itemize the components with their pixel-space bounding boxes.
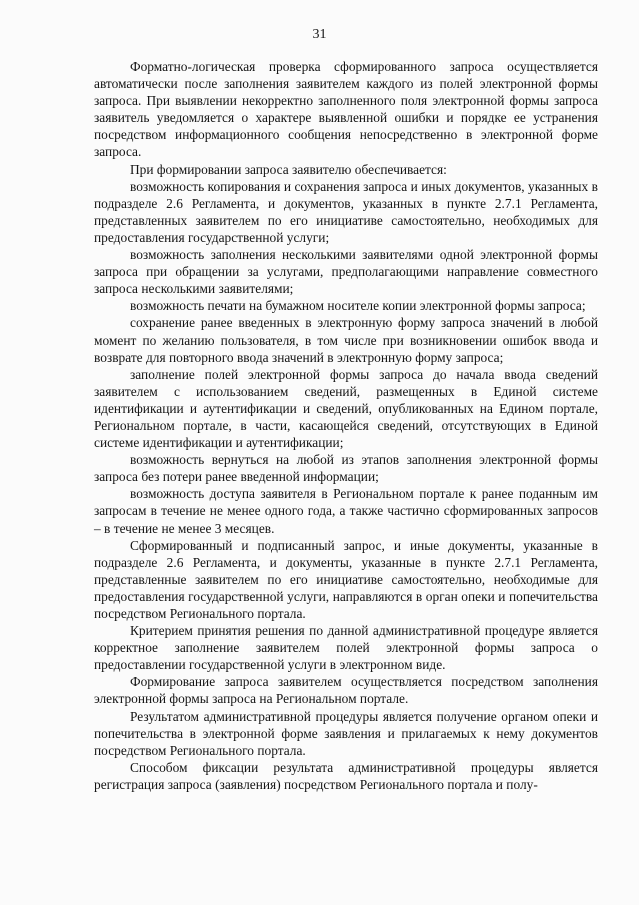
paragraph: заполнение полей электронной формы запроса до начала ввода сведений заявителем с использованием сведений, размещенных в Единой системе идентификации и аутентификации и сведений, опубликованных на Едином портале, Региональном портале, в части, касающейся сведений, отсутствующих в Единой системе идентификации и аутентификации; — [94, 366, 598, 451]
paragraph: Сформированный и подписанный запрос, и иные документы, указанные в подразделе 2.6 Регламента, и документы, указанные в пункте 2.7.1 Регламента, представленные заявителем по его инициативе самостоятельно, необходимые для предоставления государственной услуги, направляются в орган опеки и попечительства посредством Регионального портала. — [94, 537, 598, 621]
paragraph: возможность вернуться на любой из этапов заполнения электронной формы запроса без потери ранее введенной информации; — [94, 452, 598, 485]
paragraph: сохранение ранее введенных в электронную форму запроса значений в любой момент по желанию пользователя, в том числе при возникновении ошибок ввода и возврате для повторного ввода значений в электронную форму запроса; — [94, 315, 598, 365]
paragraph: возможность копирования и сохранения запроса и иных документов, указанных в подразделе 2.6 Регламента, и документов, указанных в пункте 2.7.1 Регламента, представленных заявителем по его инициативе самостоятельно, необходимых для предоставления государственной услуги; — [94, 178, 598, 245]
paragraph: возможность заполнения несколькими заявителями одной электронной формы запроса при обращении за услугами, предполагающими направление совместного запроса несколькими заявителями; — [94, 247, 598, 297]
page-number: 31 — [312, 27, 327, 42]
paragraph: Критерием принятия решения по данной административной процедуре является корректное заполнение заявителем полей электронной формы запроса о предоставлении государственной услуги в электронном виде. — [94, 623, 598, 673]
paragraph: Способом фиксации результата административной процедуры является регистрация запроса (заявления) посредством Регионального портала и полу- — [94, 759, 598, 792]
paragraph: Формирование запроса заявителем осуществляется посредством заполнения электронной формы запроса на Региональном портале. — [94, 674, 598, 707]
body-text — [94, 58, 598, 793]
paragraph: возможность печати на бумажном носителе копии электронной формы запроса; — [130, 298, 586, 314]
paragraph: Результатом административной процедуры является получение органом опеки и попечительства в электронной форме заявления и прилагаемых к нему документов посредством Регионального портала. — [94, 708, 598, 758]
paragraph: возможность доступа заявителя в Региональном портале к ранее поданным им запросам в течение не менее одного года, а также частично сформированных запросов – в течение не менее 3 месяцев. — [94, 486, 598, 536]
paragraph: Форматно-логическая проверка сформированного запроса осуществляется автоматически после заполнения заявителем каждого из полей электронной формы запроса. При выявлении некорректно заполненного поля электронной формы запроса заявитель уведомляется о характере выявленной ошибки и порядке ее устранения посредством информационного сообщения непосредственно в электронной форме запроса. — [94, 59, 598, 160]
paragraph: При формировании запроса заявителю обеспечивается: — [130, 161, 447, 177]
